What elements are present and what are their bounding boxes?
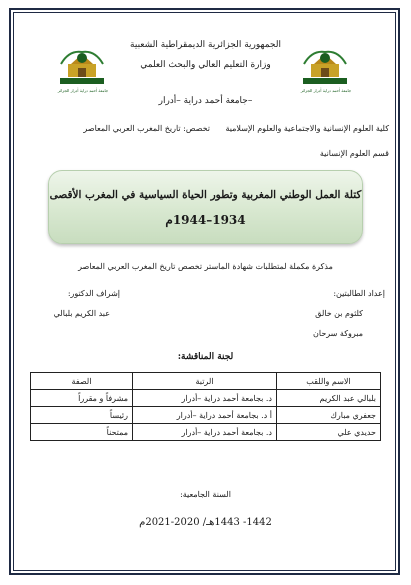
- col-name: الاسم واللقب: [277, 373, 381, 390]
- students-label: إعداد الطالبتين:: [333, 289, 385, 298]
- jury-rank: د. بجامعة أحمد دراية –أدرار: [133, 390, 277, 407]
- thesis-period: 1934–1944م: [165, 213, 246, 227]
- jury-name: بلبالي عبد الكريم: [277, 390, 381, 407]
- table-row: [31, 424, 381, 441]
- student-name-1: كلثوم بن خالق: [315, 309, 363, 318]
- jury-role: رئيساً: [31, 407, 133, 424]
- col-rank: الرتبة: [133, 373, 277, 390]
- jury-heading: لجنة المناقشة:: [177, 352, 234, 362]
- university-logo-right: [300, 48, 350, 88]
- jury-name: جعفري مبارك: [277, 407, 381, 424]
- jury-rank: د. بجامعة أحمد دراية –أدرار: [133, 424, 277, 441]
- jury-header-row: [31, 373, 381, 390]
- table-row: [31, 407, 381, 424]
- specialty-line: تخصص: تاريخ المغرب العربي المعاصر: [83, 124, 210, 133]
- supervisor-name: عبد الكريم بلبالي: [53, 309, 110, 318]
- university-logo-left: [57, 48, 107, 88]
- academic-year-label: السنة الجامعية:: [180, 490, 231, 499]
- academic-years: 1442- 1443هـ/ 2020-2021م: [139, 517, 272, 528]
- memo-line: مذكرة مكملة لمتطلبات شهادة الماستر تخصص تاريخ المغرب العربي المعاصر: [78, 262, 333, 271]
- supervisor-label: إشراف الدكتور:: [67, 289, 120, 298]
- thesis-title-box: [48, 170, 363, 244]
- university-line: جامعة أحمد دراية –أدرار–: [158, 96, 253, 106]
- ministry-line: وزارة التعليم العالي والبحث العلمي: [140, 60, 271, 70]
- jury-rank: أ د. بجامعة أحمد دراية –أدرار: [133, 407, 277, 424]
- jury-name: حديدي علي: [277, 424, 381, 441]
- thesis-title: كتلة العمل الوطني المغربية وتطور الحياة السياسية في المغرب الأقصى: [49, 189, 362, 201]
- jury-role: ممتحناً: [31, 424, 133, 441]
- college-line: كلية العلوم الإنسانية والاجتماعية والعلوم الإسلامية: [225, 124, 389, 133]
- jury-table: [30, 372, 381, 441]
- department-line: قسم العلوم الإنسانية: [319, 149, 389, 158]
- university-emblem-icon: [57, 48, 107, 88]
- left-logo-caption: جامعة أحمد دراية أدرار الجزائر: [57, 88, 109, 93]
- jury-role: مشرفاً و مقرراً: [31, 390, 133, 407]
- student-name-2: مبروكة سرحان: [313, 329, 363, 338]
- right-logo-caption: جامعة أحمد دراية أدرار الجزائر: [300, 88, 352, 93]
- col-role: الصفة: [31, 373, 133, 390]
- republic-line: الجمهورية الجزائرية الديمقراطية الشعبية: [130, 40, 281, 50]
- university-emblem-icon: [300, 48, 350, 88]
- table-row: [31, 390, 381, 407]
